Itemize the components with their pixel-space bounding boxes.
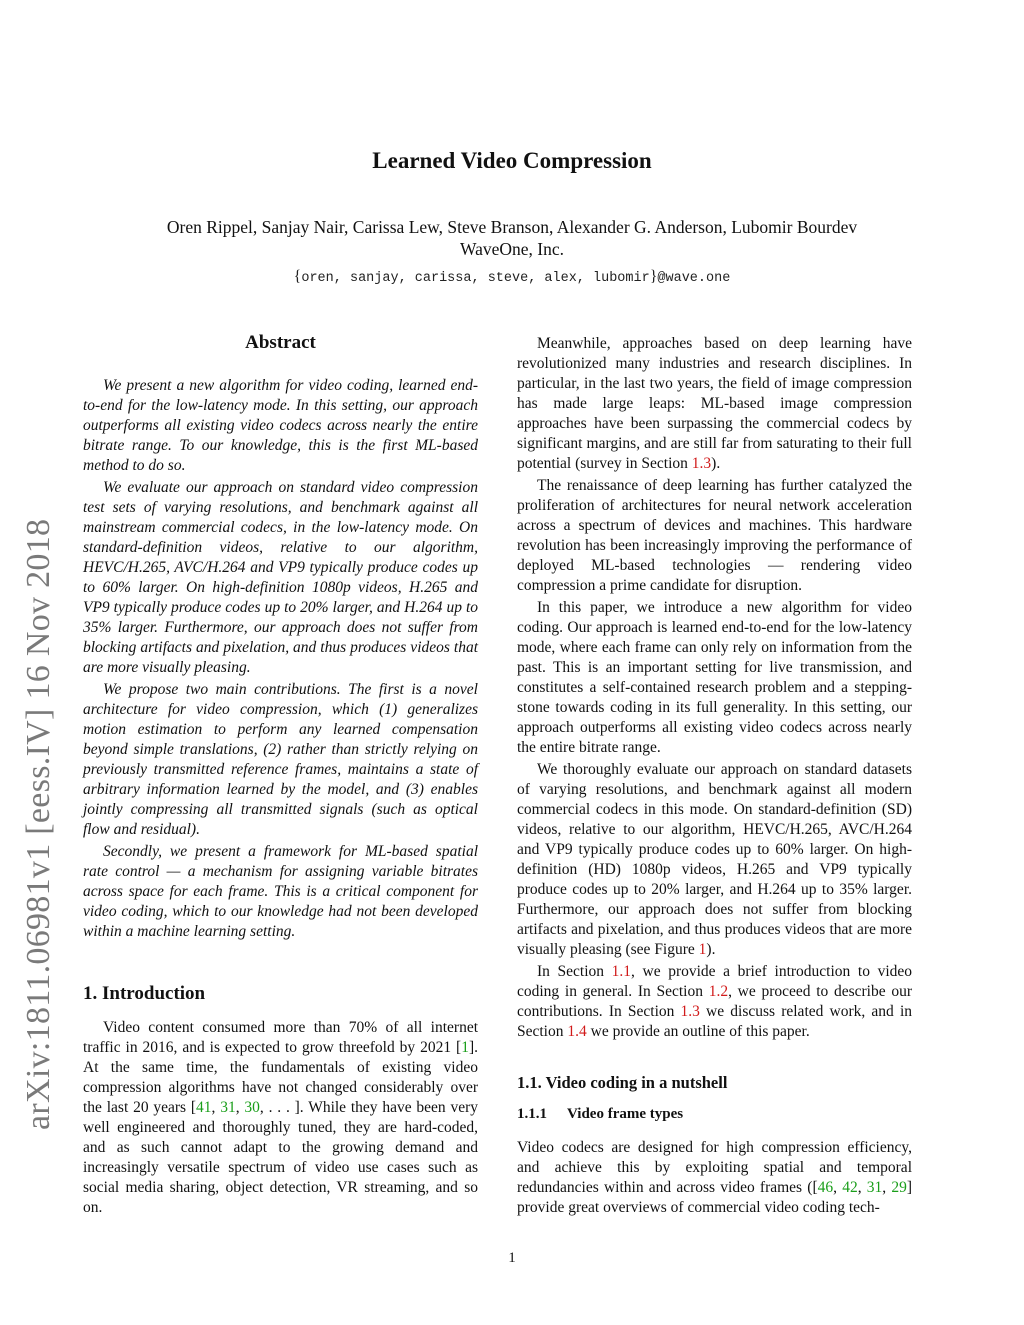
text-span: , we proceed to describe our contributions. In Section bbox=[517, 983, 912, 1020]
text-span: Video content consumed more than 70% of all internet traffic in 2016, and is expected to grow threefold by 2021 [ bbox=[83, 1019, 478, 1056]
figure-ref-link[interactable]: 1 bbox=[698, 941, 707, 958]
text-span: ). bbox=[711, 455, 721, 472]
section-ref-link[interactable]: 1.4 bbox=[567, 1023, 587, 1040]
body-paragraph: The renaissance of deep learning has further catalyzed the proliferation of architectures for neural network acceleration across a spectrum of devices and machines. This hardware revolution has been increasingly improving the performance of deployed ML-based technologies — rendering video compression a prime candidate for disruption. bbox=[517, 477, 912, 594]
subsubsection-number: 1.1.1 bbox=[517, 1106, 547, 1122]
introduction-body bbox=[83, 1018, 478, 1220]
section-heading-introduction: 1. Introduction bbox=[83, 983, 206, 1004]
text-span: , . . . ]. While they have been very well engineered and thoroughly tuned, they are hard-coded, and as such cannot adapt to the growing demand and increasingly versatile spectrum of video use cases such as social media sharing, object detection, VR streaming, and so on. bbox=[83, 1099, 479, 1216]
text-span: Meanwhile, approaches based on deep learning have revolutionized many industries and research disciplines. In particular, in the last two years, the field of image compression has made large leaps: ML-based image compression approaches have been surpassing the commercial codecs by significant margins, and are still far from saturating to their full potential (survey in Section bbox=[517, 335, 912, 472]
text-span: Video codecs are designed for high compression efficiency, and achieve this by exploiting spatial and temporal redundancies within and across video frames ([ bbox=[517, 1139, 912, 1196]
body-paragraph bbox=[517, 334, 912, 474]
text-span: ). bbox=[706, 941, 716, 958]
text-span: we provide an outline of this paper. bbox=[586, 1023, 810, 1040]
body-paragraph: Video codecs are designed for high compression efficiency, and achieve this by exploiting spatial and temporal redundancies within and across video frames ([46, 42, 31, 29] provide great overviews of commercial video coding tech- bbox=[517, 1139, 913, 1216]
citation-link[interactable]: 31 bbox=[866, 1179, 883, 1196]
citation-link[interactable]: 31 bbox=[220, 1099, 236, 1116]
text-span: ]. At the same time, the fundamentals of existing video compression algorithms have not changed considerably over the last 20 years [ bbox=[83, 1039, 478, 1116]
citation-link[interactable]: 29 bbox=[891, 1179, 907, 1196]
abstract-paragraph: Secondly, we present a framework for ML-based spatial rate control — a mechanism for assigning variable bitrates across space for each frame. This is a critical component for video coding, which to our knowledge had not been developed within a machine learning setting. bbox=[83, 843, 478, 940]
subsection-heading: 1.1. Video coding in a nutshell bbox=[517, 1073, 728, 1092]
email-names: oren, sanjay, carissa, steve, alex, lubomir bbox=[301, 271, 650, 286]
section-ref-link[interactable]: 1.3 bbox=[680, 1003, 700, 1020]
body-paragraph: Video content consumed more than 70% of all internet traffic in 2016, and is expected to grow threefold by 2021 [1]. At the same time, the fundamentals of existing video compression algorithms have not changed considerably over the last 20 years [41, 31, 30, . . . ]. While they have been very well engineered and thoroughly tuned, they are hard-coded, and as such cannot adapt to the growing demand and increasingly versatile spectrum of video use cases such as social media sharing, object detection, VR streaming, and so on. bbox=[83, 1019, 479, 1216]
email-domain: @wave.one bbox=[657, 271, 731, 286]
body-paragraph bbox=[517, 962, 912, 1042]
text-span: In Section bbox=[537, 963, 612, 980]
text-span: We thoroughly evaluate our approach on standard datasets of varying resolutions, and benchmark against all modern commercial codecs in this mode. On standard-definition (SD) videos, relative to our algorithm, HEVC/H.265, AVC/H.264 and VP9 typically produce codes up to 60% larger. On high-definition (HD) 1080p videos, H.265 and VP9 typically produce codes up to 20% larger, and H.264 up to 35% larger. Furthermore, our approach does not suffer from blocking artifacts and pixelation, and thus produces videos that are more visually pleasing (see Figure bbox=[517, 761, 912, 958]
affiliation: WaveOne, Inc. bbox=[459, 239, 565, 259]
citation-link[interactable]: 30 bbox=[244, 1099, 260, 1116]
section-ref-link[interactable]: 1.2 bbox=[708, 983, 729, 1000]
citation-link[interactable]: 1 bbox=[461, 1039, 469, 1056]
subsubsection-title: Video frame types bbox=[567, 1106, 684, 1122]
page-number: 1 bbox=[508, 1250, 516, 1266]
body-paragraph: In this paper, we introduce a new algorithm for video coding. Our approach is learned end-to-end for the low-latency mode, where each frame can only rely on information from the past. This is an important setting for live transmission, and constitutes a self-contained research problem and a stepping-stone towards coding in its full generality. In this setting, our approach outperforms all existing video codecs across nearly the entire bitrate range. bbox=[517, 599, 912, 756]
author-list: Oren Rippel, Sanjay Nair, Carissa Lew, Steve Branson, Alexander G. Anderson, Lubomir Bourdev bbox=[166, 217, 858, 237]
abstract-paragraph: We evaluate our approach on standard video compression test sets of varying resolutions, and benchmark against all mainstream commercial codecs, in the low-latency mode. On standard-definition videos, relative to our algorithm, HEVC/H.265, AVC/H.264 and VP9 typically produce codes up to 60% larger. On high-definition 1080p videos, H.265 and VP9 typically produce codes up to 20% larger, and H.264 up to 35% larger. Furthermore, our approach does not suffer from blocking artifacts and pixelation, and thus produces videos that are more visually pleasing. bbox=[83, 479, 478, 676]
email-line: {oren, sanjay, carissa, steve, alex, lubomir}@wave.one bbox=[293, 268, 731, 286]
arxiv-stamp: arXiv:1811.06981v1 [eess.IV] 16 Nov 2018 bbox=[20, 518, 57, 1130]
text-span: we discuss related work, and in Section bbox=[517, 1003, 912, 1040]
citation-link[interactable]: 42 bbox=[842, 1179, 858, 1196]
abstract-body bbox=[83, 376, 478, 944]
right-column-body bbox=[517, 334, 912, 1044]
section-ref-link[interactable]: 1.3 bbox=[691, 455, 712, 472]
citation-link[interactable]: 46 bbox=[817, 1179, 834, 1196]
text-span: , we provide a brief introduction to video coding in general. In Section bbox=[517, 963, 912, 1000]
abstract-paragraph: We present a new algorithm for video coding, learned end-to-end for the low-latency mode. In this setting, our approach outperforms all existing video codecs across nearly the entire bitrate range. To our knowledge, this is the first ML-based method to do so. bbox=[83, 377, 478, 474]
subsubsection-heading bbox=[517, 1106, 683, 1123]
abstract-paragraph: We propose two main contributions. The first is a novel architecture for video compression, which (1) generalizes motion estimation to perform any learned compensation beyond simple translations, (2) rather than strictly relying on previously transmitted reference frames, maintains a state of arbitrary information learned by the model, and (3) enables jointly compressing all transmitted signals (such as optical flow and residual). bbox=[83, 681, 478, 838]
text-span: ] provide great overviews of commercial video coding tech- bbox=[517, 1179, 913, 1216]
video-frame-types-body bbox=[517, 1138, 912, 1220]
abstract-heading: Abstract bbox=[245, 332, 316, 353]
citation-link[interactable]: 41 bbox=[196, 1099, 212, 1116]
body-paragraph bbox=[517, 760, 912, 960]
paper-title: Learned Video Compression bbox=[372, 148, 652, 173]
section-ref-link[interactable]: 1.1 bbox=[611, 963, 632, 980]
